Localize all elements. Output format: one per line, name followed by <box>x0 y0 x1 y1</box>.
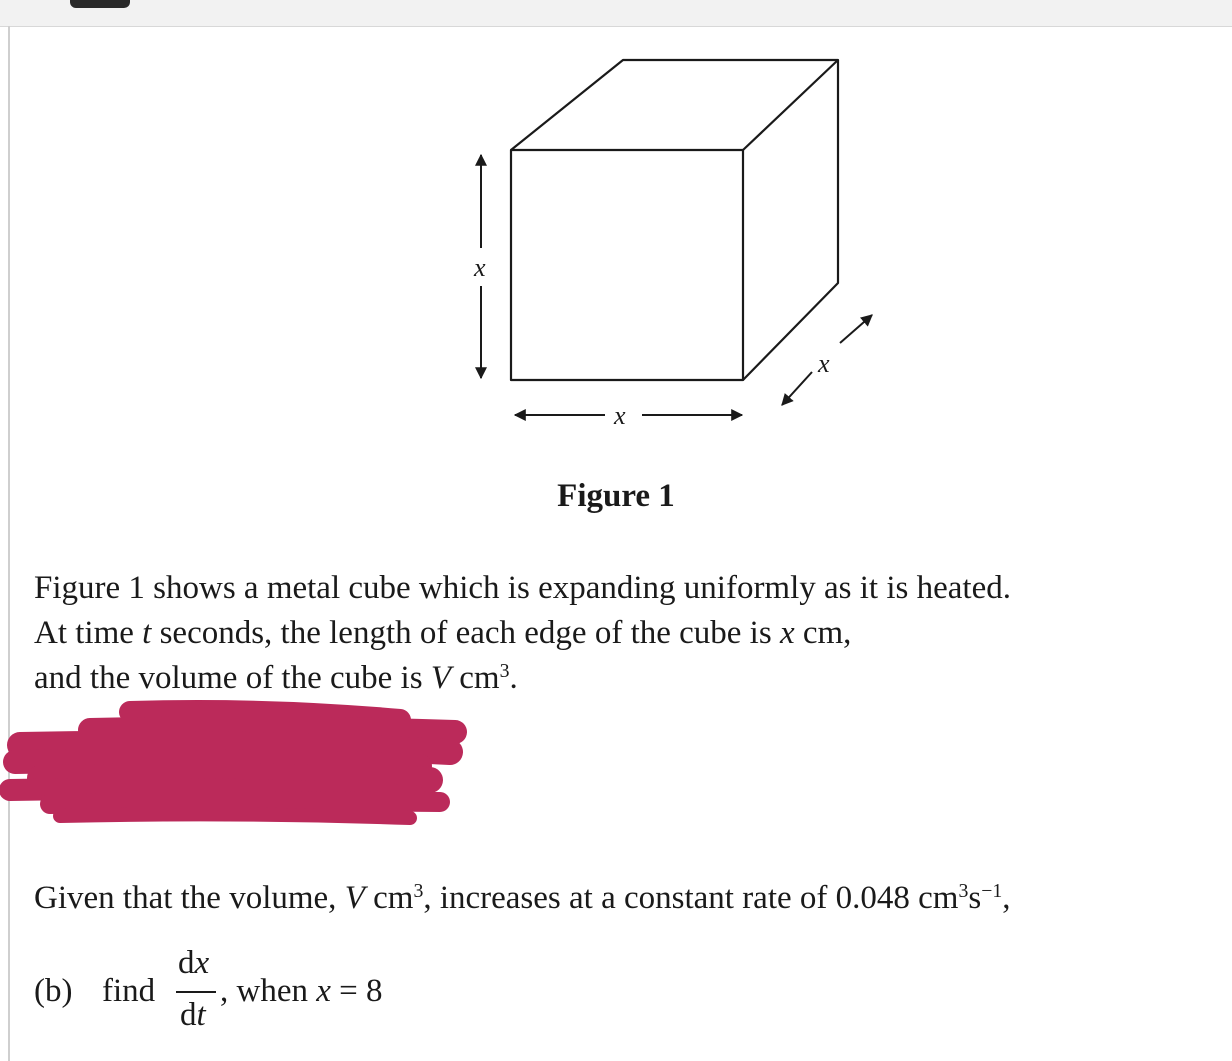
derivative-numerator: dx <box>178 945 210 981</box>
part-b-label: (b) <box>34 973 73 1009</box>
intro-line-3: and the volume of the cube is V $cm^3$. <box>34 660 518 696</box>
intro-line-1: Figure 1 shows a metal cube which is expanding uniformly as it is heated. <box>34 570 1011 606</box>
top-bar <box>0 0 1232 27</box>
height-label: x <box>474 253 486 282</box>
part-b-condition: , when x = 8 <box>220 973 383 1009</box>
depth-label: x <box>818 349 830 378</box>
cube-top-face <box>511 60 838 150</box>
width-label: x <box>614 401 626 430</box>
given-statement: Given that the volume, V $cm^3$, increases at a constant rate of 0.048 $cm^3s^{-1}$, <box>34 880 1011 916</box>
cube-right-face <box>743 60 838 380</box>
cube-front-face <box>511 150 743 380</box>
redaction-scribble <box>0 700 470 830</box>
figure-caption: Figure 1 <box>557 478 675 514</box>
derivative-denominator: dt <box>180 997 206 1033</box>
redaction-stroke <box>50 801 440 804</box>
depth-arrow-lower <box>782 372 812 405</box>
depth-arrow-upper <box>840 315 872 343</box>
cube-figure <box>420 40 900 460</box>
part-b-find: find <box>102 973 156 1009</box>
cropped-header-fragment <box>70 0 130 8</box>
intro-paragraph <box>34 566 1214 701</box>
redaction-stroke <box>60 814 410 818</box>
fraction-bar <box>176 991 216 993</box>
page-left-border <box>8 26 10 1061</box>
intro-line-2: At time t seconds, the length of each edge of the cube is x cm, <box>34 615 852 651</box>
